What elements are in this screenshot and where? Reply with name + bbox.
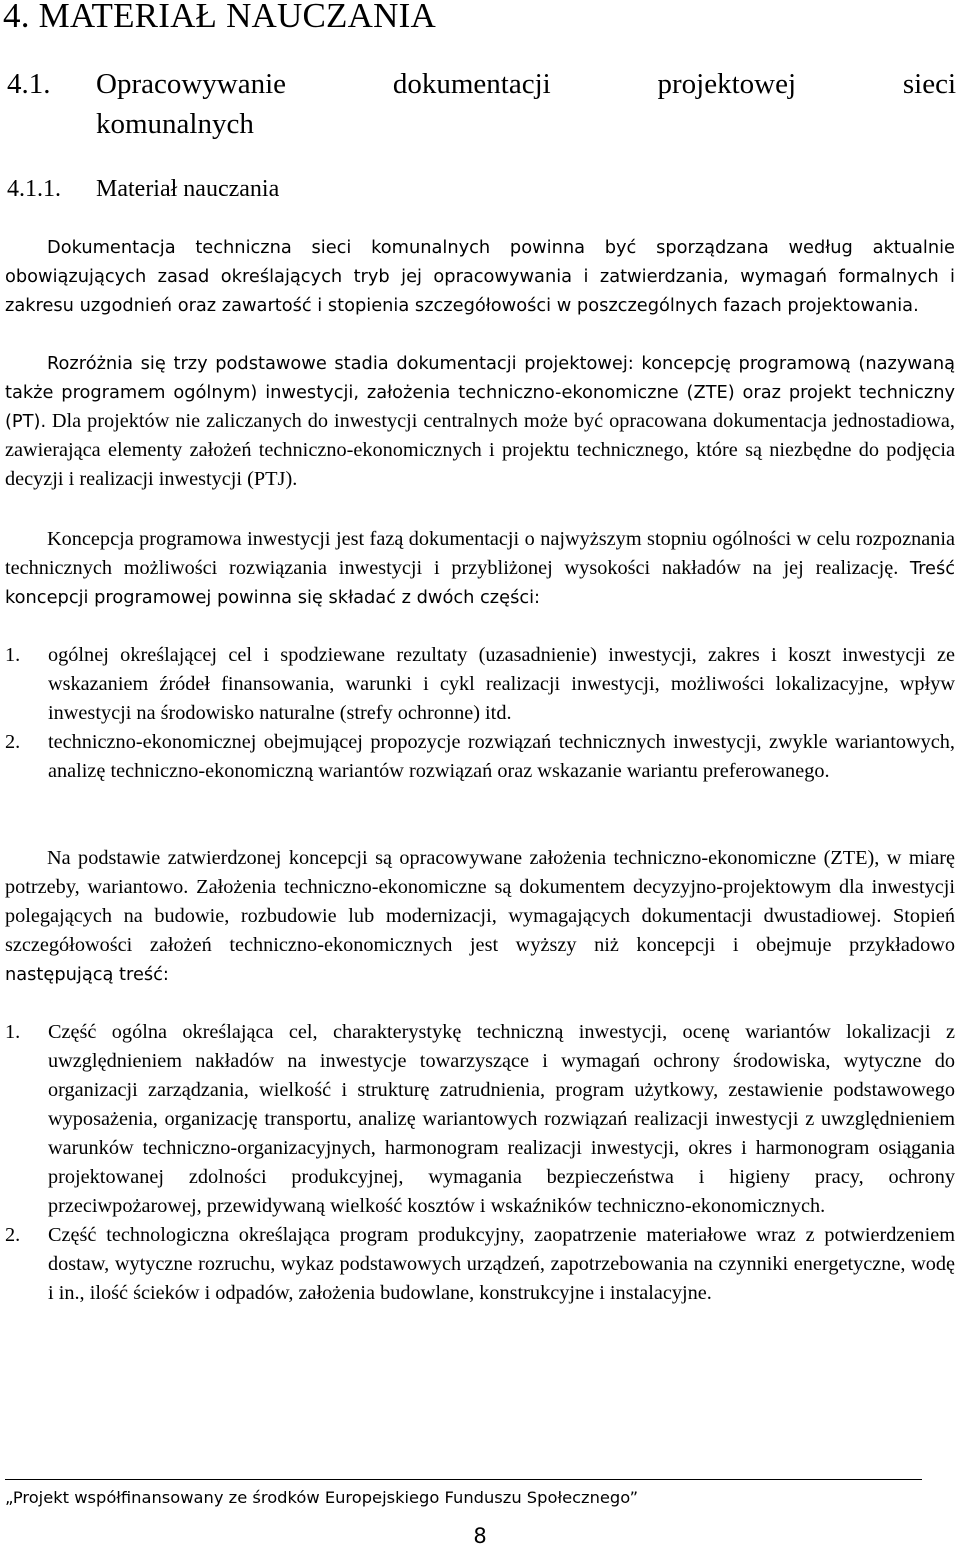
list-item-number: 1. [5, 644, 21, 666]
chapter-title: 4. MATERIAŁ NAUCZANIA [3, 0, 436, 35]
paragraph-stages-serif: Dla projektów nie zaliczanych do inwestycji centralnych może być opracowana dokumentacja jednostadiowa, zawierająca elementy założeń techniczno-ekonomicznych i projektu technicznego, które są niezbędne do podjęcia decyzji i realizacji inwestycji (PTJ). [5, 410, 955, 490]
subsection-title: Materiał nauczania [96, 176, 280, 202]
paragraph-concept-serif: Koncepcja programowa inwestycji jest fazą dokumentacji o najwyższym stopniu ogólności w celu rozpoznania technicznych możliwości rozwiązania inwestycji i przybliżonej wysokości nakładów na jej realizację. [5, 528, 955, 579]
list-item-text: Część technologiczna określająca program produkcyjny, zaopatrzenie materiałowe wraz z potwierdzeniem dostaw, wytyczne rozruchu, wykaz podstawowych urządzeń, zapotrzebowania na czynniki energetyczne, wodę i in., ilość ścieków i odpadów, założenia budowlane, konstrukcyjne i instalacyjne. [48, 1224, 955, 1304]
section-title: Opracowywanie dokumentacji projektowej sieci [96, 68, 956, 100]
concept-parts-list [5, 641, 955, 786]
footer-text: „Projekt współfinansowany ze środków Europejskiego Funduszu Społecznego” [5, 1488, 639, 1507]
list-item-text: ogólnej określającej cel i spodziewane rezultaty (uzasadnienie) inwestycji, zakres i koszt inwestycji ze wskazaniem źródeł finansowania, warunki i cykl realizacji inwestycji, możliwości lokalizacyjne, wpływ inwestycji na środowisko naturalne (strefy ochronne) itd. [48, 644, 955, 724]
list-item-number: 1. [5, 1021, 21, 1043]
paragraph-concept [5, 525, 955, 612]
list-item-number: 2. [5, 1224, 21, 1246]
paragraph-concept-sans: Treść koncepcji programowej powinna się składać z dwóch części: [5, 558, 955, 608]
section-title-continued: komunalnych [96, 108, 254, 140]
section-number: 4.1. [7, 68, 51, 100]
paragraph-zte [5, 844, 955, 989]
zte-contents-list [5, 1018, 955, 1308]
list-item-number: 2. [5, 731, 21, 753]
subsection-number: 4.1.1. [7, 176, 61, 202]
list-item-text: Część ogólna określająca cel, charakterystykę techniczną inwestycji, ocenę wariantów lokalizacji z uwzględnieniem nakładów na inwestycje towarzyszące i wymagań ochrony środowiska, wytyczne do organizacji zarządzania, wielkość i strukturę zatrudnienia, program użytkowy, zestawienie podstawowego wyposażenia, organizację transportu, analizę wariantowych rozwiązań realizacji inwestycji z uwzględnieniem warunków techniczno-organizacyjnych, harmonogram realizacji inwestycji, okres i harmonogram osiągania projektowanej zdolności produkcyjnej, wymagania bezpieczeństwa i higieny pracy, ochrony przeciwpożarowej, przewidywaną wielkość kosztów i wskaźników techniczno-ekonomicznych. [48, 1021, 955, 1217]
paragraph-zte-serif: Na podstawie zatwierdzonej koncepcji są opracowywane założenia techniczno-ekonomiczne (ZTE), w miarę potrzeby, wariantowo. Założenia techniczno-ekonomiczne są dokumentem decyzyjno-projektowym dla inwestycji polegających na budowie, rozbudowie lub modernizacji, wymagających dokumentacji dwustadiowej. Stopień szczegółowości założeń techniczno-ekonomicznych jest wyższy niż koncepcji i obejmuje przykładowo [5, 847, 955, 956]
list-item [5, 1018, 955, 1221]
list-item [5, 728, 955, 786]
list-item-text: techniczno-ekonomicznej obejmującej propozycje rozwiązań technicznych inwestycji, zwykle wariantowych, analizę techniczno-ekonomiczną wariantów rozwiązań oraz wskazanie wariantu preferowanego. [48, 731, 955, 782]
list-item [5, 641, 955, 728]
paragraph-intro: Dokumentacja techniczna sieci komunalnych powinna być sporządzana według aktualnie obowiązujących zasad określających tryb jej opracowywania i zatwierdzania, wymagań formalnych i zakresu uzgodnień oraz zawartość i stopienia szczegółowości w poszczególnych fazach projektowania. [5, 237, 955, 316]
paragraph-zte-sans: następującą treść: [5, 964, 169, 985]
list-item [5, 1221, 955, 1308]
page-number: 8 [473, 1524, 487, 1548]
footer-divider [5, 1479, 922, 1480]
paragraph-stages-sans: Rozróżnia się trzy podstawowe stadia dokumentacji projektowej: koncepcję programową (nazywaną także programem ogólnym) inwestycji, założenia techniczno-ekonomiczne (ZTE) oraz projekt techniczny (PT). [5, 353, 955, 432]
paragraph-stages [5, 349, 955, 494]
